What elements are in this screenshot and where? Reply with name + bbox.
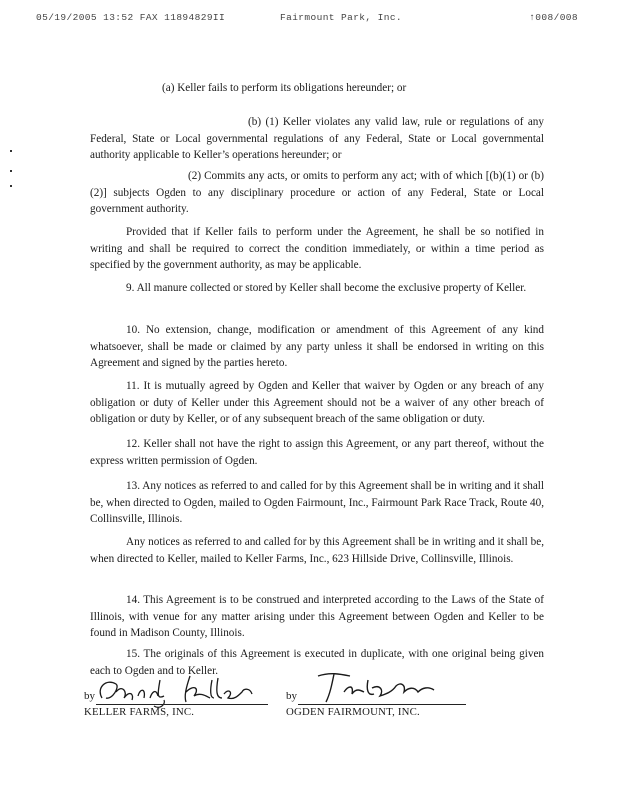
paragraph-proviso: Provided that if Keller fails to perform under the Agreement, he shall be so notified in writing and shall be required to correct the condition immediately, or within a time period as specified by the government authority, as may be applicable. — [90, 226, 544, 271]
margin-mark — [10, 170, 12, 172]
signature-block — [84, 676, 554, 736]
fax-header-right: ↑008/008 — [529, 12, 578, 23]
paragraph-12: 12. Keller shall not have the right to assign this Agreement, or any part thereof, without the express written permission of Ogden. — [90, 438, 544, 467]
paragraph-11: 11. It is mutually agreed by Ogden and Keller that waiver by Ogden or any breach of any obligation or duty of Keller under this Agreement should not be a waiver of any other breach of obligation or duty by Keller, or of any subsequent breach of the same obligation or duty. — [90, 380, 544, 425]
signature-by-right: by — [286, 690, 297, 702]
paragraph-10: 10. No extension, change, modification or amendment of this Agreement of any kind whatsoever, shall be made or claimed by any party unless it shall be endorsed in writing on this Agreement and signed by the parties hereto. — [90, 324, 544, 369]
signature-by-left: by — [84, 690, 95, 702]
signature-line-left — [96, 704, 268, 705]
fax-header-center: Fairmount Park, Inc. — [280, 12, 403, 23]
paragraph-14: 14. This Agreement is to be construed and interpreted according to the Laws of the State of Illinois, with venue for any matter arising under this Agreement between Ogden and Keller to be found in Madison County, Illinois. — [90, 594, 544, 639]
fax-header-left: 05/19/2005 13:52 FAX 11894829II — [36, 12, 226, 23]
signature-ogden-image — [310, 666, 450, 706]
margin-mark — [10, 150, 12, 152]
signatory-ogden-fairmount: OGDEN FAIRMOUNT, INC. — [286, 706, 420, 718]
paragraph-15: 15. The originals of this Agreement is executed in duplicate, with one original being given each to Ogden and to Keller. — [90, 648, 544, 677]
paragraph-9: 9. All manure collected or stored by Keller shall become the exclusive property of Keller. — [126, 282, 527, 294]
paragraph-a: (a) Keller fails to perform its obligations hereunder; or — [162, 82, 407, 94]
margin-mark — [10, 185, 12, 187]
paragraph-b2: (2) Commits any acts, or omits to perform any act; with of which [(b)(1) or (b)(2)] subjects Ogden to any disciplinary procedure or action of any Federal, State or Local government authority. — [90, 170, 544, 215]
paragraph-13a: 13. Any notices as referred to and called for by this Agreement shall be in writing and it shall be, when directed to Ogden, mailed to Ogden Fairmount, Inc., Fairmount Park Race Track, Route 40, Collinsville, Illinois. — [90, 480, 544, 525]
paragraph-13b: Any notices as referred to and called for by this Agreement shall be in writing and it shall be, when directed to Keller, mailed to Keller Farms, Inc., 623 Hillside Drive, Collinsville, Illinois. — [90, 536, 544, 565]
paragraph-b1: (b) (1) Keller violates any valid law, rule or regulations of any Federal, State or Local governmental regulations of any Federal, State or Local governmental authority applicable to Keller’s operations hereunder; or — [90, 116, 544, 161]
signatory-keller-farms: KELLER FARMS, INC. — [84, 706, 195, 718]
signature-line-right — [298, 704, 466, 705]
fax-header — [36, 12, 578, 26]
